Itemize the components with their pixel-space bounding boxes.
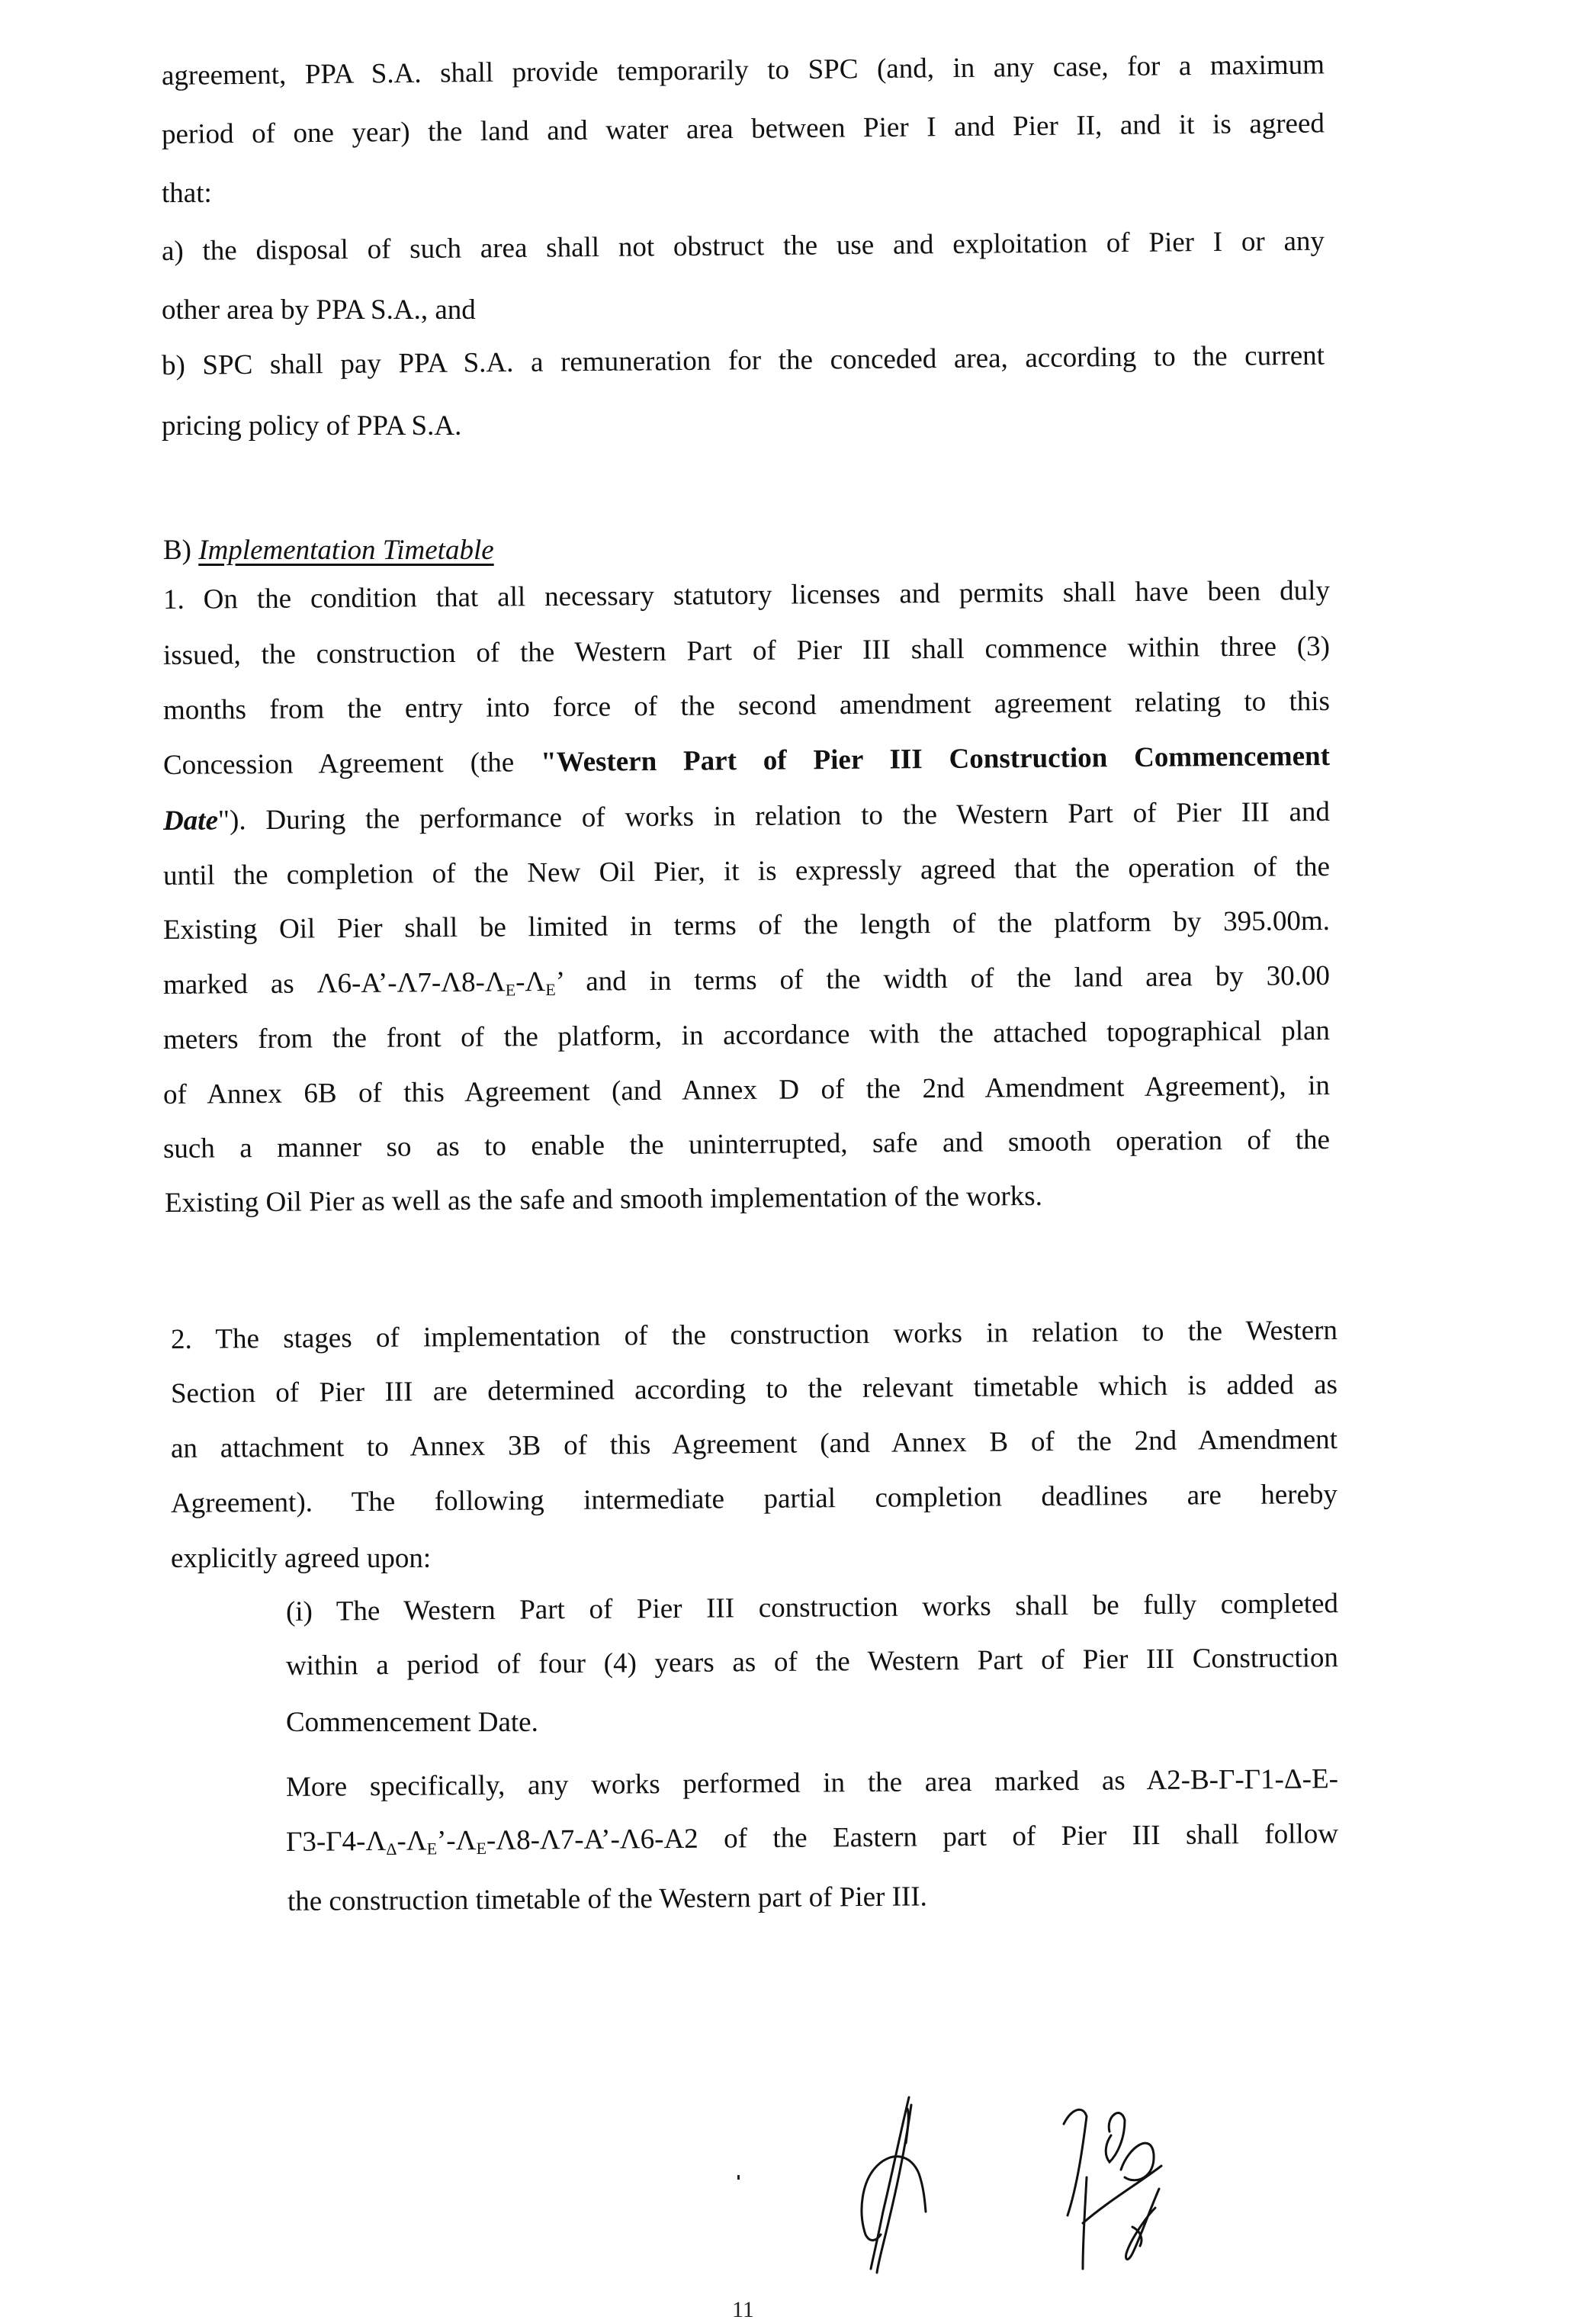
- sub-i-line-3: Commencement Date.: [286, 1707, 538, 1738]
- sub-i-line-1: (i) The Western Part of Pier III construction works shall be fully completed: [285, 1588, 1339, 1627]
- more-specifically-line-1: More specifically, any works performed in the area marked as A2-B-Γ-Γ1-Δ-E-: [285, 1763, 1339, 1803]
- item-a-line-1: a) the disposal of such area shall not obstruct the use and exploitation of Pier I or any: [161, 225, 1325, 267]
- para-2-line-4: Agreement). The following intermediate partial completion deadlines are hereby: [170, 1478, 1338, 1519]
- para-1-line-4: [163, 740, 1330, 782]
- subscript-e: E: [505, 980, 516, 1000]
- para-2-line-2: Section of Pier III are determined according to the relevant timetable which is added as: [170, 1368, 1338, 1409]
- defined-term-date: Date: [162, 805, 219, 837]
- marking-code-mid: -Λ: [515, 966, 546, 998]
- section-b-prefix: B): [163, 535, 191, 566]
- sub-i-line-2: within a period of four (4) years as of the Western Part of Pier III Construction: [285, 1642, 1339, 1682]
- para-2-line-5: explicitly agreed upon:: [171, 1543, 432, 1574]
- subscript-e: E: [476, 1838, 487, 1859]
- subscript-delta: Δ: [386, 1839, 397, 1859]
- para-1-line-8: [163, 959, 1330, 1002]
- para-1-line-12: Existing Oil Pier as well as the safe and smooth implementation of the works.: [164, 1180, 1043, 1219]
- para-1-line-10: of Annex 6B of this Agreement (and Annex D of the 2nd Amendment Agreement), in: [162, 1069, 1331, 1110]
- page-number: 11: [732, 2297, 754, 2322]
- para-1-line-2: issued, the construction of the Western Part of Pier III shall commence within three (3): [162, 630, 1331, 671]
- defined-term-commencement-date: "Western Part of Pier III Construction Commencement: [540, 740, 1331, 779]
- item-a-line-2: other area by PPA S.A., and: [162, 294, 476, 326]
- para-1-line-6: until the completion of the New Oil Pier, it is expressly agreed that the operation of the: [162, 850, 1331, 892]
- para-1-line-9: meters from the front of the platform, in accordance with the attached topographical plan: [162, 1014, 1331, 1055]
- para-1-line-1: 1. On the condition that all necessary statutory licenses and permits shall have been duly: [162, 574, 1331, 615]
- area-code-part: ’-Λ: [436, 1825, 477, 1857]
- intro-line-3: that:: [162, 178, 212, 209]
- area-code-end: -Λ8-Λ7-A’-Λ6-A2 of the Eastern part of Pier III shall follow: [486, 1818, 1339, 1856]
- para-2-line-3: an attachment to Annex 3B of this Agreement (and Annex B of the 2nd Amendment: [170, 1423, 1338, 1464]
- para-1-line-8-text: ’ and in terms of the width of the land area by 30.00: [555, 959, 1331, 998]
- item-b-line-2: pricing policy of PPA S.A.: [162, 410, 462, 442]
- para-1-line-5: [163, 795, 1330, 838]
- area-code-part: -Λ: [397, 1825, 427, 1857]
- para-1-line-5-text: "). During the performance of works in relation to the Western Part of Pier III and: [217, 795, 1331, 837]
- intro-line-1: agreement, PPA S.A. shall provide temporarily to SPC (and, in any case, for a maximum: [161, 49, 1325, 92]
- more-specifically-line-3: the construction timetable of the Western part of Pier III.: [287, 1881, 927, 1917]
- marking-code-start: marked as Λ6-A’-Λ7-Λ8-Λ: [162, 966, 506, 1001]
- signature-2-icon: [1064, 2101, 1232, 2284]
- area-code-start: Γ3-Γ4-Λ: [285, 1825, 387, 1858]
- para-1-line-4-text: Concession Agreement (the: [162, 747, 541, 781]
- section-b-heading: [163, 534, 494, 567]
- item-b-line-1: b) SPC shall pay PPA S.A. a remuneration for the conceded area, according to the current: [161, 339, 1325, 381]
- para-2-line-1: 2. The stages of implementation of the construction works in relation to the Western: [170, 1314, 1338, 1355]
- scan-speck: [737, 2175, 740, 2180]
- subscript-e: E: [545, 979, 556, 1000]
- more-specifically-line-2: [286, 1817, 1338, 1859]
- signature-1-icon: [785, 2090, 999, 2280]
- para-1-line-3: months from the entry into force of the second amendment agreement relating to this: [162, 685, 1331, 726]
- para-1-line-11: such a manner so as to enable the uninterrupted, safe and smooth operation of the: [162, 1123, 1331, 1165]
- subscript-e: E: [426, 1839, 438, 1859]
- intro-line-2: period of one year) the land and water area between Pier I and Pier II, and it is agreed: [161, 108, 1325, 150]
- section-b-title: Implementation Timetable: [198, 535, 494, 566]
- para-1-line-7: Existing Oil Pier shall be limited in terms of the length of the platform by 395.00m.: [162, 904, 1331, 946]
